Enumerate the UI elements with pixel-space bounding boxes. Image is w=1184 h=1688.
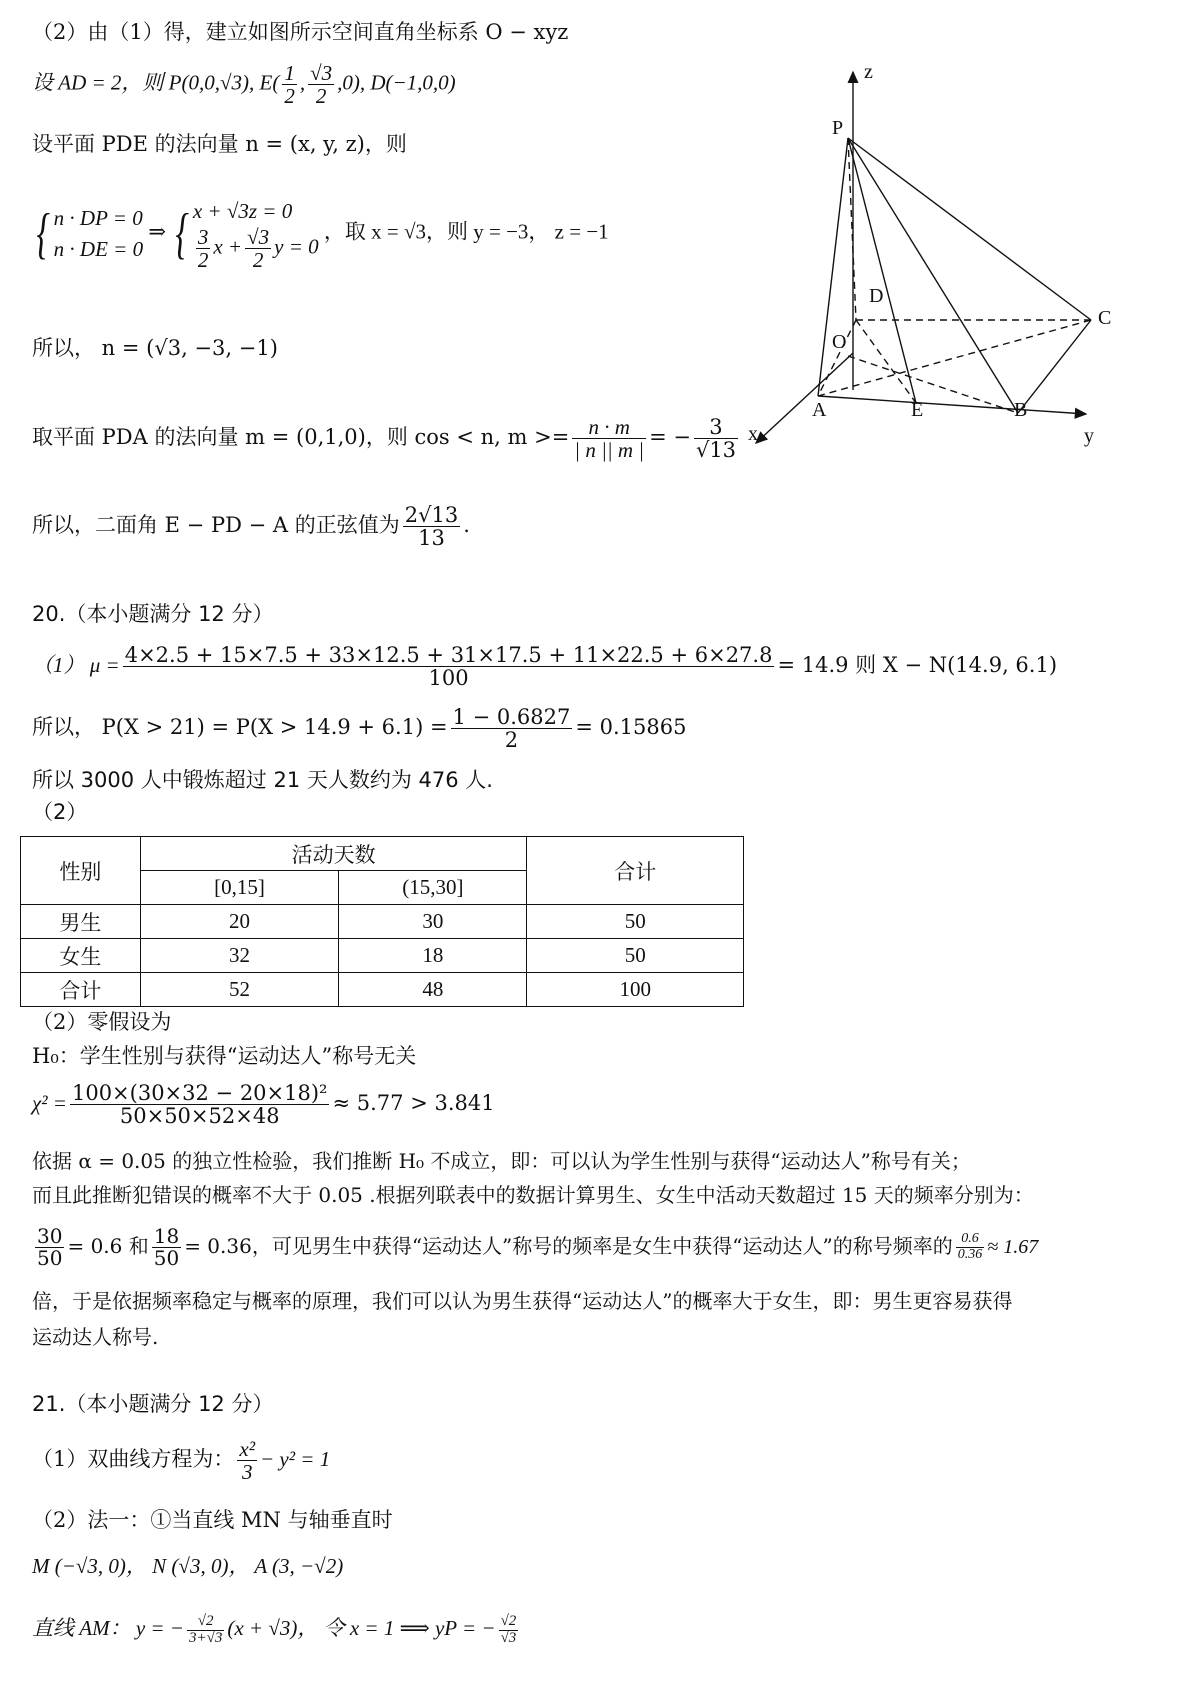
frac-num: 3 — [694, 416, 738, 439]
system-left — [54, 203, 143, 264]
sys-right-eq2 — [193, 226, 319, 271]
implies-arrow: ⇒ — [148, 219, 166, 244]
pda-line — [32, 416, 741, 461]
frac-sqrt3-2 — [245, 226, 271, 271]
label-p: P — [832, 117, 844, 139]
contingency-table — [20, 836, 744, 1007]
cell: 32 — [140, 939, 338, 973]
frac-den: 100 — [428, 666, 469, 691]
prob-line — [32, 706, 686, 751]
test-line: 依据 α = 0.05 的独立性检验，我们推断 H₀ 不成立，即：可以认为学生性别与获得“运动达人”称号有关； — [32, 1149, 971, 1173]
frac-den: 2 — [197, 248, 209, 273]
pda-text-b: = − — [649, 425, 691, 450]
frac-num: n · m — [572, 416, 646, 439]
row-label: 合计 — [21, 973, 141, 1007]
freq-text-c: ≈ 1.67 — [987, 1236, 1039, 1258]
label-d: D — [869, 285, 884, 307]
cos-value-fraction — [694, 416, 738, 461]
frac-den: 13 — [418, 526, 445, 551]
freq-frac-2 — [152, 1226, 181, 1269]
frac-den: 3+√3 — [188, 1629, 223, 1646]
freq-text-b: = 0.36，可见男生中获得“运动达人”称号的频率是女生中获得“运动达人”的称号频率的 — [184, 1234, 953, 1258]
am-prefix: 直线 AM： y = − — [32, 1616, 184, 1641]
cell: 48 — [339, 973, 527, 1007]
table-row — [21, 905, 744, 939]
conclusion-line-1: 倍，于是依据频率稳定与概率的原理，我们可以认为男生获得“运动达人”的概率大于女生，即：男生更容易获得 — [32, 1289, 1013, 1313]
frac-num: 0.6 — [956, 1232, 985, 1248]
chi-prefix: χ² = — [32, 1091, 67, 1116]
frac-den: 3 — [241, 1460, 253, 1485]
header-range2: (15,30] — [339, 871, 527, 905]
freq-frac-3 — [956, 1232, 985, 1262]
y-axis — [818, 396, 1086, 414]
freq-line — [32, 1226, 1038, 1269]
frac-num: 2√13 — [404, 503, 459, 527]
frac-num: 30 — [37, 1224, 63, 1248]
frac-den: 2 — [504, 728, 519, 753]
label-o: O — [832, 331, 847, 353]
cell: 50 — [527, 905, 744, 939]
frac-num: x² — [239, 1437, 255, 1461]
set-ad-line: 设 AD = 2，则 P(0,0,√3), E( $\frac{1}{2}$ , $\frac{√3}{2}$ ,0), D(−1,0,0) — [32, 61, 456, 109]
sine-line — [32, 504, 470, 549]
part2-label: （2） — [32, 800, 88, 824]
chi-line — [32, 1082, 495, 1127]
intro-line: （2）由（1）得，建立如图所示空间直角坐标系 O − xyz — [32, 20, 569, 44]
mu-suffix: = 14.9 则 X − N(14.9, 6.1) — [777, 653, 1058, 678]
q21-title: 21.（本小题满分 12 分） — [32, 1392, 274, 1416]
frac-den: √3 — [500, 1629, 517, 1646]
h0-line: H₀：学生性别与获得“运动达人”称号无关 — [32, 1044, 417, 1068]
pda-text-a: 取平面 PDA 的法向量 m = (0,1,0)，则 cos < n, m >= — [32, 425, 570, 450]
label-b: B — [1014, 399, 1028, 421]
sys-left-eq1: n · DP = 0 — [53, 206, 143, 231]
count-line: 所以 3000 人中锻炼超过 21 天人数约为 476 人. — [32, 768, 493, 792]
conclusion-line-2: 运动达人称号. — [32, 1325, 159, 1349]
points-line: M (−√3, 0)， N (√3, 0)， A (3, −√2) — [32, 1554, 344, 1578]
frac-den: √13 — [695, 438, 737, 463]
sine-fraction — [403, 504, 460, 549]
set-ad-text-b: ,0), D(−1,0,0) — [337, 70, 456, 95]
label-c: C — [1098, 307, 1112, 329]
frac-den: 0.36 — [957, 1247, 983, 1262]
chi-fraction — [70, 1082, 330, 1127]
frac-den: | n || m | — [574, 438, 645, 463]
frac-den: 50 — [37, 1246, 63, 1270]
frac-num: 1 — [284, 61, 295, 85]
mu-fraction — [123, 644, 775, 689]
mu-prefix: （1） μ = — [32, 653, 120, 678]
e-x-fraction — [282, 62, 297, 107]
q20-title: 20.（本小题满分 12 分） — [32, 602, 274, 626]
frac-num: 100×(30×32 − 20×18)² — [71, 1081, 328, 1105]
frac-num: 1 − 0.6827 — [452, 705, 571, 729]
mu-line — [32, 644, 1057, 689]
pyramid-diagram — [736, 58, 1116, 458]
prob-fraction — [451, 706, 573, 751]
frac-den: 2 — [252, 248, 264, 273]
cell: 18 — [339, 939, 527, 973]
label-z: z — [864, 61, 873, 83]
cell: 30 — [339, 905, 527, 939]
row-label: 女生 — [21, 939, 141, 973]
right-brace: { — [175, 202, 190, 265]
header-days: 活动天数 — [140, 837, 527, 871]
row-label: 男生 — [21, 905, 141, 939]
system-right — [193, 196, 319, 272]
label-y: y — [1084, 425, 1094, 447]
cell: 50 — [527, 939, 744, 973]
hyp-suffix: − y² = 1 — [260, 1447, 331, 1472]
frac-3-2 — [196, 226, 211, 271]
frac-num: 3 — [197, 225, 209, 250]
prob-result: = 0.15865 — [575, 715, 687, 740]
equation-system — [32, 196, 609, 272]
frac-num: 18 — [153, 1224, 180, 1248]
hyp-fraction — [237, 1438, 257, 1483]
hyperbola-line — [32, 1438, 330, 1483]
header-gender: 性别 — [21, 837, 141, 905]
frac-num: √3 — [310, 61, 333, 85]
frac-num: √2 — [187, 1614, 224, 1631]
label-x: x — [748, 423, 758, 445]
am-fraction — [187, 1614, 224, 1647]
hyp-prefix: （1）双曲线方程为： — [32, 1447, 235, 1472]
freq-frac-1 — [35, 1226, 64, 1269]
label-a: A — [812, 399, 827, 421]
set-ad-text-a: 设 AD = 2，则 P(0,0,√3), E( — [32, 70, 280, 95]
system-choice: ，取 x = √3，则 y = −3， z = −1 — [323, 219, 609, 244]
sys-left-eq2: n · DE = 0 — [53, 236, 144, 261]
am-mid: (x + √3)， 令 x = 1 ⟹ yP = − — [227, 1616, 496, 1641]
frac-num: √2 — [500, 1613, 517, 1629]
label-e: E — [911, 399, 924, 421]
cell: 52 — [140, 973, 338, 1007]
n-result-line: 所以， n = (√3, −3, −1) — [32, 336, 278, 360]
am-line — [32, 1614, 521, 1647]
freq-text-a: = 0.6 和 — [67, 1234, 149, 1258]
cos-fraction — [572, 416, 646, 461]
method-line: （2）法一：①当直线 MN 与轴垂直时 — [32, 1508, 393, 1532]
e-y-fraction — [308, 62, 334, 107]
solid-edges — [818, 138, 1091, 413]
frac-den: 2 — [315, 84, 327, 109]
normal-pde-line: 设平面 PDE 的法向量 n = (x, y, z)，则 — [32, 132, 407, 156]
frac-den: 50 — [153, 1246, 180, 1270]
frac-den: 50×50×52×48 — [119, 1104, 280, 1129]
table-row — [21, 939, 744, 973]
error-line: 而且此推断犯错误的概率不大于 0.05 .根据列联表中的数据计算男生、女生中活动天数超过 15 天的频率分别为： — [32, 1183, 1034, 1207]
sys-right-eq1: x + √3z = 0 — [192, 199, 293, 223]
header-range1: [0,15] — [140, 871, 338, 905]
am-fraction-2 — [499, 1614, 519, 1647]
left-brace: { — [36, 202, 50, 265]
chi-suffix: ≈ 5.77 > 3.841 — [332, 1091, 495, 1116]
frac-den: 2 — [284, 84, 295, 109]
prob-text: 所以， P(X > 21) = P(X > 14.9 + 6.1) = — [32, 715, 448, 740]
eq2-mid: x + — [213, 234, 243, 259]
null-hyp-label: （2）零假设为 — [32, 1010, 172, 1034]
table-row — [21, 973, 744, 1007]
sine-period: . — [463, 513, 470, 538]
frac-num: 4×2.5 + 15×7.5 + 33×12.5 + 31×17.5 + 11×22.5 + 6×27.8 — [124, 643, 773, 667]
cell: 100 — [527, 973, 744, 1007]
sine-text: 所以，二面角 E − PD − A 的正弦值为 — [32, 513, 400, 538]
header-total: 合计 — [527, 837, 744, 905]
eq2-end: y = 0 — [274, 234, 319, 259]
frac-num: √3 — [247, 225, 270, 250]
cell: 20 — [140, 905, 338, 939]
